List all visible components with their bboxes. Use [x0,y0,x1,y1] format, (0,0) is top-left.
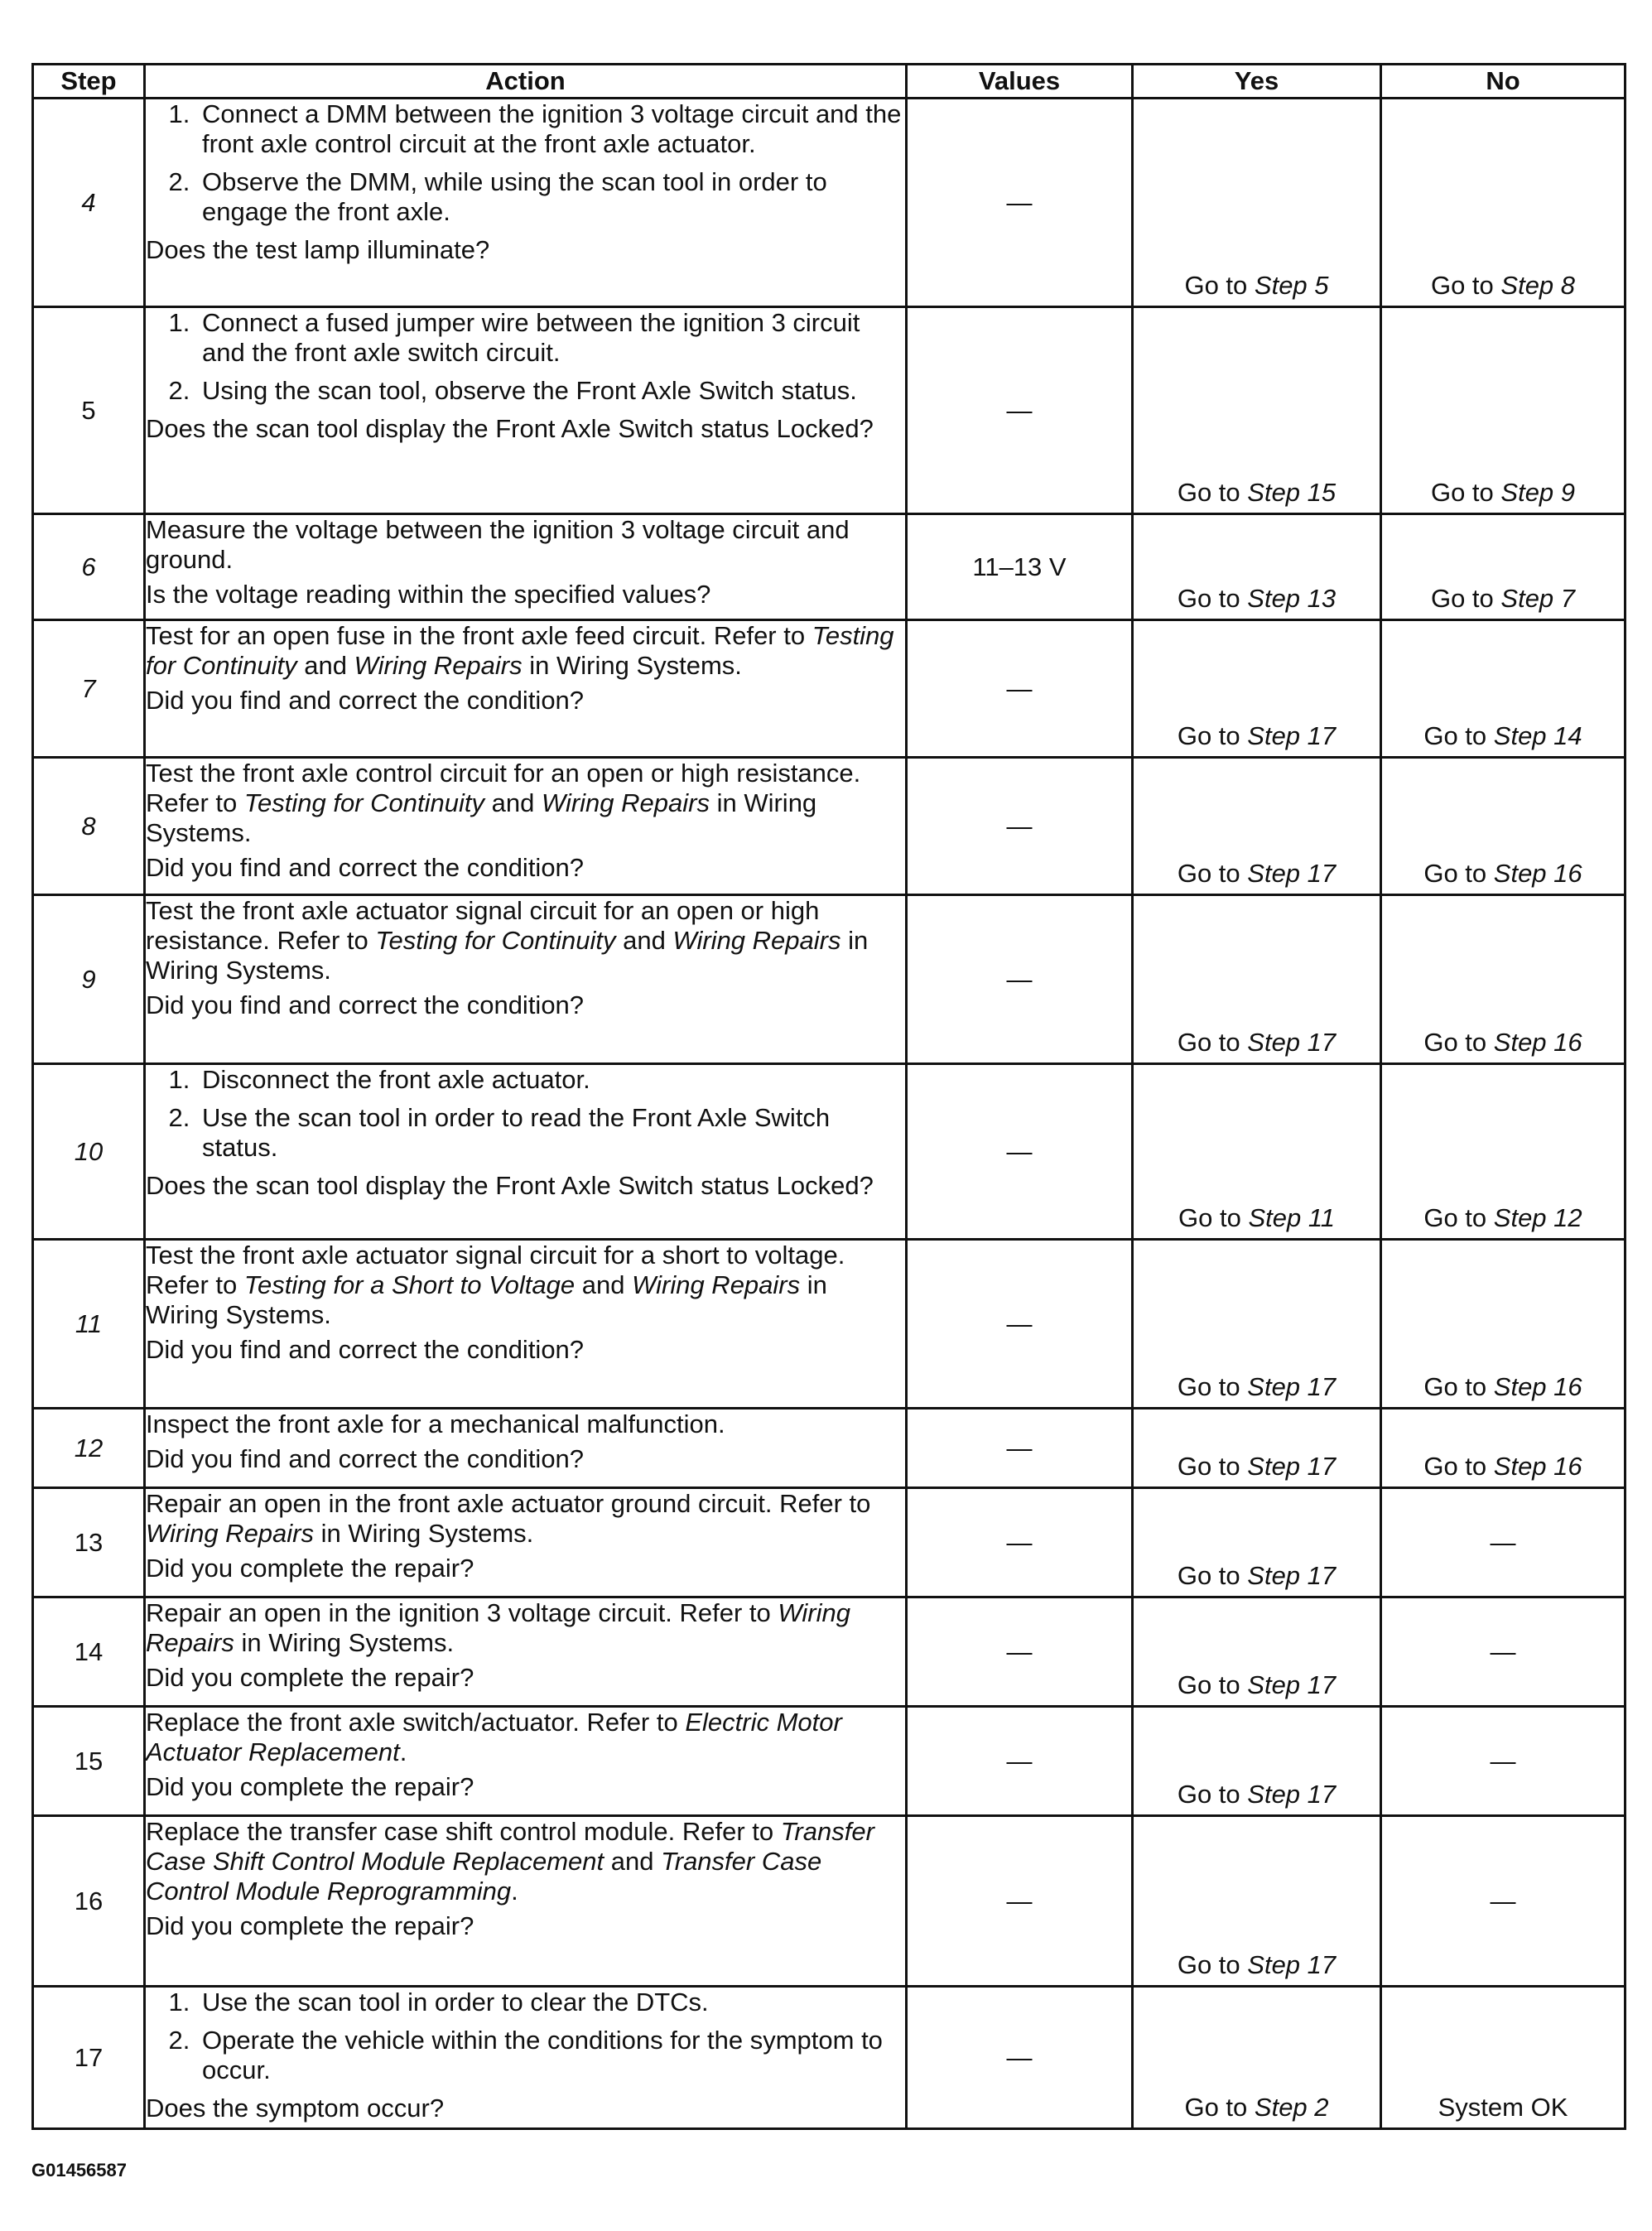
action-question: Did you complete the repair? [146,1911,474,1940]
action-text-part: Replace the front axle switch/actuator. Refer to [146,1708,678,1737]
yes-cell [1133,99,1381,307]
value-cell: — [907,307,1133,514]
table-row [33,620,1626,758]
goto-step-link: Step 2 [1254,2093,1329,2122]
action-text-part: Test the front axle actuator signal circuit for a short to voltage. Refer to [146,1241,845,1299]
step-number: 16 [33,1816,145,1987]
action-text [146,1241,905,1330]
action-question: Is the voltage reading within the specified values? [146,580,711,609]
table-row [33,1064,1626,1240]
action-text-part: in Wiring Systems. [146,926,869,985]
no-cell [1381,895,1626,1064]
step-number: 6 [33,514,145,620]
action-text-part: Replace the transfer case shift control module. Refer to [146,1817,774,1846]
action-text [146,1817,905,1906]
step-number: 15 [33,1707,145,1816]
action-list-item: 2. Using the scan tool, observe the Front Axle Switch status. [197,376,905,406]
reference-link[interactable]: Wiring Repairs [146,1598,850,1657]
goto-step-link: Step 14 [1493,721,1582,750]
goto-step-link: Step 5 [1254,271,1329,300]
no-cell: — [1381,1488,1626,1597]
action-text-part: in Wiring Systems. [320,1519,534,1548]
value-cell: — [907,895,1133,1064]
action-text [146,1489,905,1549]
action-list-item: 2. Operate the vehicle within the conditions for the symptom to occur. [197,2026,905,2085]
action-question: Did you find and correct the condition? [146,853,585,882]
no-cell: — [1381,1597,1626,1707]
no-cell: System OK [1381,1987,1626,2129]
value-cell: — [907,1816,1133,1987]
yes-cell [1133,1987,1381,2129]
action-list [146,1988,905,2085]
yes-cell [1133,895,1381,1064]
diagnostic-table [31,63,1626,2130]
goto-step-link: Step 8 [1500,271,1576,300]
goto-step-link: Step 12 [1493,1203,1582,1232]
table-row [33,895,1626,1064]
action-text-part: . [399,1737,407,1766]
goto-prefix: Go to [1184,2093,1248,2122]
yes-cell [1133,1240,1381,1409]
action-cell [145,1240,907,1409]
no-cell [1381,620,1626,758]
action-cell [145,1987,907,2129]
header-action: Action [145,65,907,99]
yes-cell [1133,514,1381,620]
action-cell [145,1816,907,1987]
value-cell: — [907,99,1133,307]
action-text: Inspect the front axle for a mechanical malfunction. [146,1409,725,1438]
goto-step-link: Step 13 [1247,584,1337,613]
reference-link[interactable]: Wiring Repairs [672,926,841,955]
goto-prefix: Go to [1423,721,1487,750]
goto-prefix: Go to [1177,721,1240,750]
goto-prefix: Go to [1177,859,1240,888]
table-row [33,758,1626,895]
no-cell [1381,307,1626,514]
action-text [146,896,905,985]
action-question: Does the scan tool display the Front Axle Switch status Locked? [146,414,874,443]
yes-cell [1133,1409,1381,1488]
goto-prefix: Go to [1177,1452,1240,1481]
no-cell [1381,1064,1626,1240]
value-cell: — [907,1488,1133,1597]
step-number: 8 [33,758,145,895]
goto-prefix: Go to [1423,1452,1487,1481]
goto-step-link: Step 17 [1247,721,1337,750]
goto-step-link: Step 17 [1247,1372,1337,1401]
value-cell: — [907,1597,1133,1707]
header-yes: Yes [1133,65,1381,99]
action-text-part: . [511,1877,518,1906]
goto-prefix: Go to [1184,271,1248,300]
action-question: Did you find and correct the condition? [146,990,585,1019]
action-question: Does the test lamp illuminate? [146,235,490,264]
step-number: 12 [33,1409,145,1488]
value-cell: — [907,620,1133,758]
reference-link[interactable]: Wiring Repairs [354,651,523,680]
header-values: Values [907,65,1133,99]
goto-step-link: Step 16 [1493,1372,1582,1401]
goto-step-link: Step 16 [1493,1452,1582,1481]
action-list-item: 2. Use the scan tool in order to read the Front Axle Switch status. [197,1103,905,1163]
action-text-part: and [491,788,535,817]
goto-step-link: Step 17 [1247,859,1337,888]
action-question: Did you complete the repair? [146,1663,474,1692]
reference-link[interactable]: Testing for a Short to Voltage [243,1270,576,1299]
action-text-part: and [610,1847,654,1876]
goto-prefix: Go to [1177,478,1240,507]
action-question: Does the symptom occur? [146,2094,445,2123]
goto-prefix: Go to [1423,1028,1487,1057]
action-text-part: in Wiring Systems. [146,788,817,847]
table-row [33,514,1626,620]
value-cell: — [907,758,1133,895]
reference-link[interactable]: Testing for Continuity [375,926,616,955]
action-list-item: 1. Disconnect the front axle actuator. [197,1065,905,1095]
goto-step-link: Step 11 [1248,1203,1336,1232]
no-cell [1381,1409,1626,1488]
yes-cell [1133,1064,1381,1240]
action-list-item: 1. Use the scan tool in order to clear the DTCs. [197,1988,905,2017]
action-question: Did you find and correct the condition? [146,1335,585,1364]
action-text-part: Repair an open in the front axle actuator ground circuit. Refer to [146,1489,871,1518]
action-list [146,99,905,227]
step-number: 11 [33,1240,145,1409]
no-cell [1381,1240,1626,1409]
goto-prefix: Go to [1430,478,1494,507]
goto-step-link: Step 17 [1247,1670,1337,1699]
step-number: 5 [33,307,145,514]
yes-cell [1133,1488,1381,1597]
no-cell [1381,99,1626,307]
goto-prefix: Go to [1177,1670,1240,1699]
action-text-part: in Wiring Systems. [146,1270,827,1329]
action-text [146,1598,905,1658]
value-cell: 11–13 V [907,514,1133,620]
table-row [33,1597,1626,1707]
goto-prefix: Go to [1177,1780,1240,1809]
reference-link[interactable]: Transfer Case Shift Control Module Replacement [146,1817,874,1876]
action-list [146,1065,905,1163]
table-row [33,1409,1626,1488]
action-list-item: 1. Connect a fused jumper wire between the ignition 3 circuit and the front axle switch circuit. [197,308,905,368]
goto-prefix: Go to [1177,1028,1240,1057]
goto-prefix: Go to [1177,584,1240,613]
goto-step-link: Step 16 [1493,1028,1582,1057]
action-text-part: and [581,1270,625,1299]
action-cell [145,758,907,895]
action-text-part: in Wiring Systems. [529,651,742,680]
no-cell [1381,514,1626,620]
reference-link[interactable]: Transfer Case Control Module Reprogramming [146,1847,822,1906]
step-number: 10 [33,1064,145,1240]
action-cell [145,1707,907,1816]
step-number: 4 [33,99,145,307]
step-number: 7 [33,620,145,758]
action-cell [145,1064,907,1240]
goto-prefix: Go to [1177,1372,1240,1401]
action-question: Does the scan tool display the Front Axle Switch status Locked? [146,1171,874,1200]
action-list-item: 1. Connect a DMM between the ignition 3 voltage circuit and the front axle control circuit at the front axle actuator. [197,99,905,159]
action-text: Measure the voltage between the ignition 3 voltage circuit and ground. [146,515,850,574]
table-row [33,307,1626,514]
goto-prefix: Go to [1177,1561,1240,1590]
step-number: 13 [33,1488,145,1597]
reference-link[interactable]: Testing for Continuity [243,788,484,817]
table-row [33,1816,1626,1987]
action-text-part: and [304,651,347,680]
table-row [33,1488,1626,1597]
yes-cell [1133,1816,1381,1987]
header-row [33,65,1626,99]
header-no: No [1381,65,1626,99]
action-list [146,308,905,406]
goto-step-link: Step 17 [1247,1561,1337,1590]
table-row [33,99,1626,307]
yes-cell [1133,307,1381,514]
goto-prefix: Go to [1423,1203,1487,1232]
goto-step-link: Step 17 [1247,1452,1337,1481]
step-number: 14 [33,1597,145,1707]
value-cell: — [907,1707,1133,1816]
step-number: 9 [33,895,145,1064]
action-text-part: Test the front axle control circuit for an open or high resistance. Refer to [146,759,861,817]
goto-prefix: Go to [1178,1203,1241,1232]
action-text [146,1708,905,1767]
action-cell [145,1597,907,1707]
goto-step-link: Step 17 [1247,1780,1337,1809]
goto-step-link: Step 7 [1500,584,1576,613]
goto-prefix: Go to [1177,1950,1240,1979]
yes-cell [1133,1597,1381,1707]
goto-prefix: Go to [1430,271,1494,300]
action-question: Did you find and correct the condition? [146,1444,585,1473]
goto-step-link: Step 16 [1493,859,1582,888]
yes-cell [1133,758,1381,895]
no-cell: — [1381,1707,1626,1816]
value-cell: — [907,1240,1133,1409]
yes-cell [1133,1707,1381,1816]
goto-step-link: Step 9 [1500,478,1576,507]
table-row [33,1707,1626,1816]
reference-link[interactable]: Electric Motor Actuator Replacement [146,1708,842,1766]
no-cell [1381,758,1626,895]
action-text [146,759,905,848]
goto-prefix: Go to [1423,1372,1487,1401]
action-text-part: Repair an open in the ignition 3 voltage circuit. Refer to [146,1598,771,1627]
action-question: Did you complete the repair? [146,1554,474,1583]
value-cell: — [907,1987,1133,2129]
action-list-item: 2. Observe the DMM, while using the scan tool in order to engage the front axle. [197,167,905,227]
no-cell: — [1381,1816,1626,1987]
action-question: Did you find and correct the condition? [146,686,585,715]
value-cell: — [907,1064,1133,1240]
action-text [146,621,905,681]
value-cell: — [907,1409,1133,1488]
action-text-part: in Wiring Systems. [241,1628,455,1657]
action-cell [145,620,907,758]
yes-cell [1133,620,1381,758]
reference-link[interactable]: Wiring Repairs [632,1270,801,1299]
action-question: Did you complete the repair? [146,1772,474,1801]
action-cell [145,1409,907,1488]
header-step: Step [33,65,145,99]
action-cell [145,895,907,1064]
goto-step-link: Step 17 [1247,1028,1337,1057]
goto-prefix: Go to [1423,859,1487,888]
step-number: 17 [33,1987,145,2129]
action-cell [145,514,907,620]
figure-id: G01456587 [31,2160,127,2180]
action-cell [145,99,907,307]
reference-link[interactable]: Wiring Repairs [146,1519,314,1548]
table-row [33,1240,1626,1409]
action-text-part: and [623,926,666,955]
table-row [33,1987,1626,2129]
action-text-part: Test for an open fuse in the front axle feed circuit. Refer to [146,621,806,650]
goto-step-link: Step 15 [1247,478,1337,507]
action-text-part: Test the front axle actuator signal circuit for an open or high resistance. Refer to [146,896,820,955]
goto-prefix: Go to [1430,584,1494,613]
action-cell [145,1488,907,1597]
reference-link[interactable]: Testing for Continuity [146,621,894,680]
action-cell [145,307,907,514]
reference-link[interactable]: Wiring Repairs [541,788,710,817]
goto-step-link: Step 17 [1247,1950,1337,1979]
